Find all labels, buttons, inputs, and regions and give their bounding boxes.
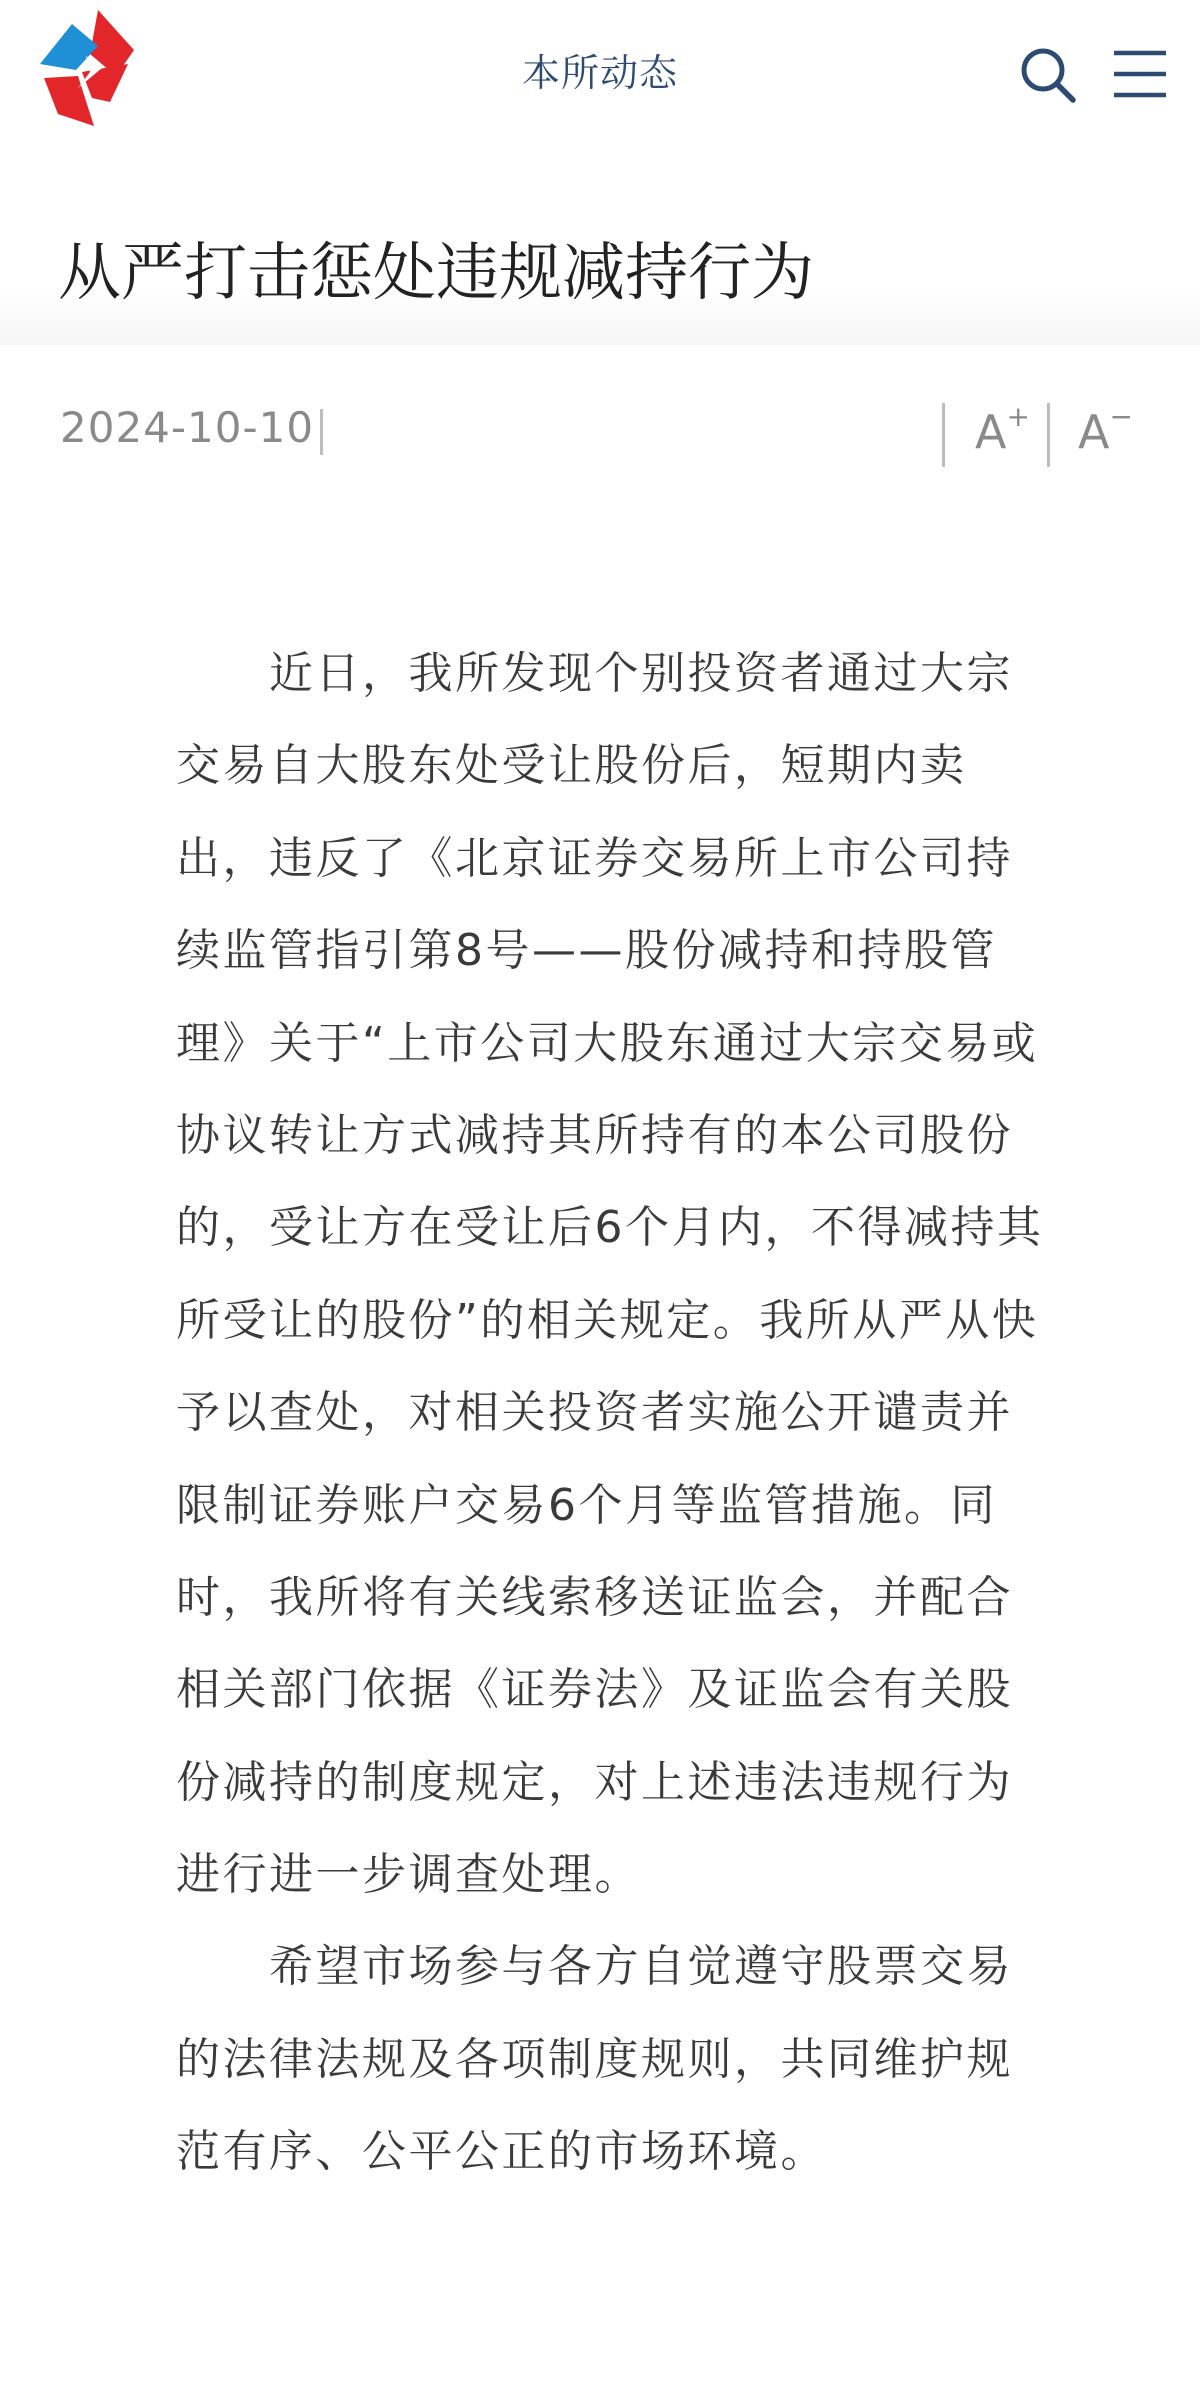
article-paragraph [176, 628, 1044, 1921]
paragraph-line: 时，我所将有关线索移送证监会，并配合 [176, 1571, 1013, 1623]
paragraph-line: 范有序、公平公正的市场环境。 [176, 2126, 827, 2178]
font-controls-divider-mid [1047, 403, 1050, 467]
font-decrease-button[interactable] [1078, 399, 1133, 459]
paragraph-line: 协议转让方式减持其所持有的本公司股份 [176, 1109, 1013, 1161]
date-divider [320, 409, 323, 455]
paragraph-line: 予以查处，对相关投资者实施公开谴责并 [176, 1387, 1013, 1439]
paragraph-line: 希望市场参与各方自觉遵守股票交易 [176, 1941, 1013, 1993]
article-body [176, 628, 1044, 2199]
paragraph-line: 续监管指引第8号——股份减持和持股管 [176, 925, 997, 977]
paragraph-line: 相关部门依据《证券法》及证监会有关股 [176, 1664, 1013, 1716]
paragraph-line: 的法律法规及各项制度规则，共同维护规 [176, 2033, 1013, 2085]
article-paragraph [176, 1921, 1036, 2198]
top-navigation-bar [0, 0, 1200, 147]
publish-date: 2024-10-10 [60, 403, 315, 452]
paragraph-line: 近日，我所发现个别投资者通过大宗 [176, 648, 1013, 699]
hamburger-menu-icon[interactable] [1110, 45, 1170, 103]
paragraph-line: 交易自大股东处受让股份后，短期内卖 [176, 740, 967, 792]
paragraph-line: 的，受让方在受让后6个月内，不得减持其 [176, 1202, 1044, 1254]
paragraph-line: 限制证券账户交易6个月等监管措施。同 [176, 1479, 997, 1531]
font-increase-label: A [975, 405, 1007, 459]
font-decrease-minus: − [1109, 399, 1133, 433]
paragraph-line: 理》关于“上市公司大股东通过大宗交易或 [176, 1017, 1039, 1069]
paragraph-line: 出，违反了《北京证券交易所上市公司持 [176, 832, 1013, 884]
paragraph-line: 进行进一步调查处理。 [176, 1849, 641, 1901]
font-decrease-label: A [1078, 405, 1110, 459]
font-increase-plus: + [1006, 399, 1030, 433]
font-controls-divider-left [942, 403, 945, 467]
font-increase-button[interactable] [975, 399, 1030, 459]
article-meta-row [0, 395, 1200, 475]
search-icon[interactable] [1018, 45, 1078, 105]
article-title: 从严打击惩处违规减持行为 [58, 236, 814, 309]
header-title: 本所动态 [521, 51, 678, 95]
paragraph-line: 份减持的制度规定，对上述违法违规行为 [176, 1756, 1013, 1808]
paragraph-line: 所受让的股份”的相关规定。我所从严从快 [176, 1294, 1039, 1346]
